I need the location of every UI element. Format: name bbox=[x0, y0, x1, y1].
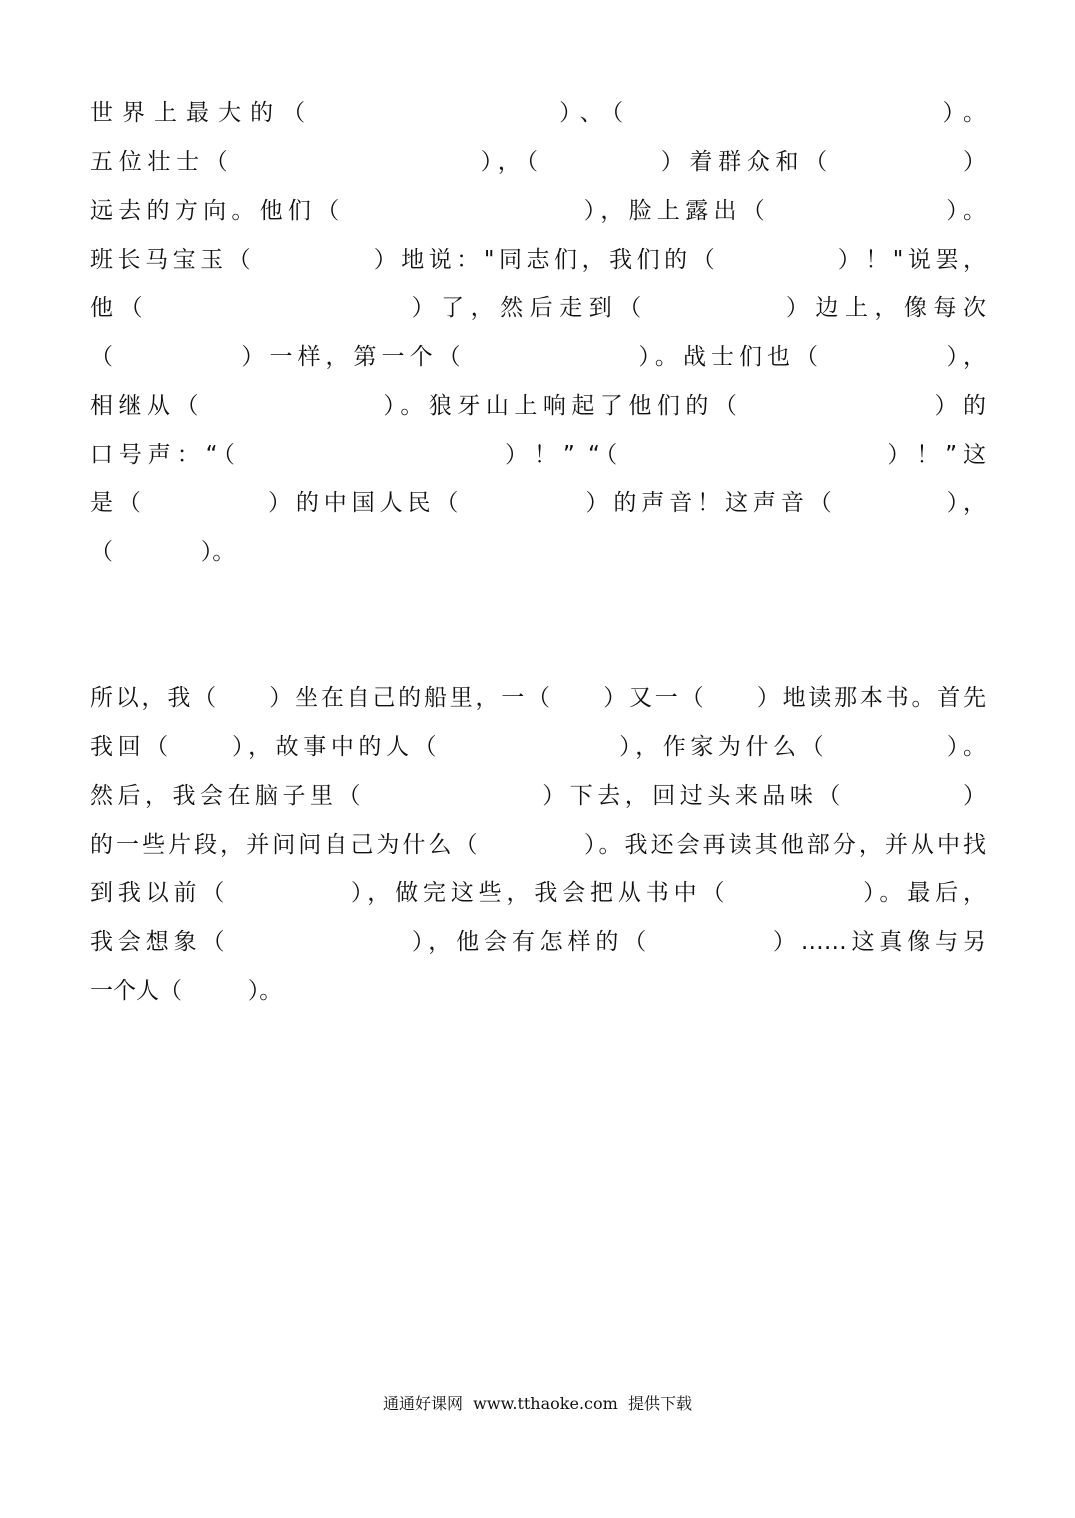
passage-1-line-4: 班长马宝玉（ ）地说："同志们，我们的（ ）！"说罢， bbox=[90, 247, 986, 273]
passage-1-line-10: （ ）。 bbox=[90, 539, 236, 565]
passage-1-line-9: 是（ ）的中国人民（ ）的声音！这声音（ ）， bbox=[90, 490, 986, 516]
passage-2-line-3: 然后，我会在脑子里（ ）下去，回过头来品味（ ） bbox=[90, 783, 986, 809]
passage-1-line-8: 口号声：“（ ）！” “（ ）！”这 bbox=[90, 442, 986, 468]
passage-2-line-1: 所以，我（ ）坐在自己的船里，一（ ）又一（ ）地读那本书。首先 bbox=[90, 685, 986, 711]
passage-1-line-3: 远去的方向。他们（ ），脸上露出（ ）。 bbox=[90, 198, 986, 224]
passage-1-line-1: 世界上最大的（ ）、（ ）。 bbox=[90, 100, 986, 126]
passage-1-line-7: 相继从（ ）。狼牙山上响起了他们的（ ）的 bbox=[90, 393, 986, 419]
passage-1-line-5: 他（ ）了，然后走到（ ）边上，像每次 bbox=[90, 295, 986, 321]
passage-2-line-6: 我会想象（ ），他会有怎样的（ ）……这真像与另 bbox=[90, 929, 986, 955]
passage-2-line-4: 的一些片段，并问问自己为什么（ ）。我还会再读其他部分，并从中找 bbox=[90, 832, 986, 858]
passage-2-line-5: 到我以前（ ），做完这些，我会把从书中（ ）。最后， bbox=[90, 880, 986, 906]
passage-2-line-7: 一个人（ ）。 bbox=[90, 978, 283, 1004]
passage-1-line-2: 五位壮士（ ），（ ）着群众和（ ） bbox=[90, 149, 986, 175]
passage-1-line-6: （ ）一样，第一个（ ）。战士们也（ ）， bbox=[90, 344, 986, 370]
page-footer: 通通好课网 www.tthaoke.com 提供下载 bbox=[383, 1394, 692, 1413]
passage-2-line-2: 我回（ ），故事中的人（ ），作家为什么（ ）。 bbox=[90, 734, 986, 760]
